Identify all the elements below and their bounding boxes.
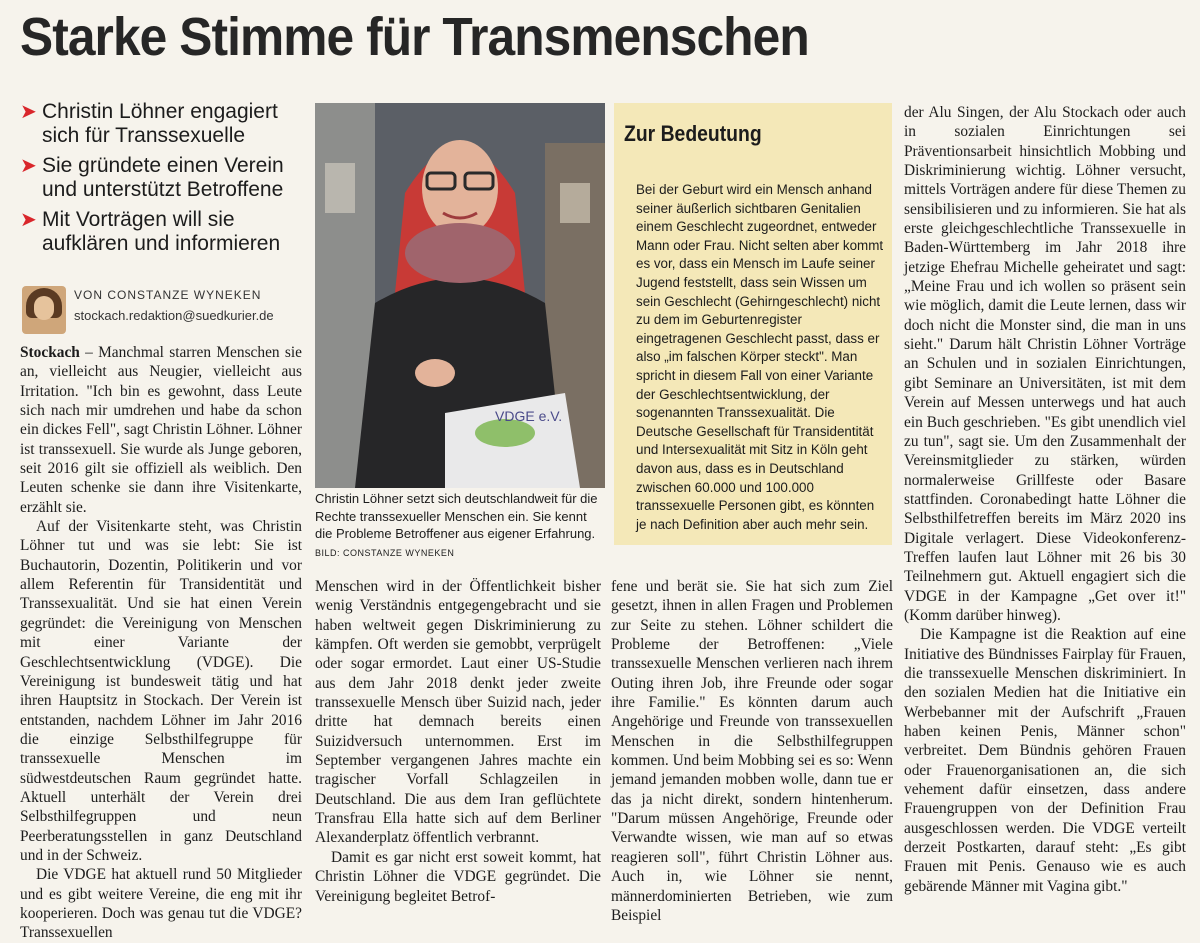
lead-text: – Manchmal starren Menschen sie an, vielleicht aus Neugier, vielleicht aus Irritation. "Ich bin es gewohnt, dass Leute sich nach mir umdrehen und habe da schon ein dickes Fell", sagt Christin Löhner. Löhner ist transsexuell. Sie wurde als Junge geboren, seit 2016 gilt sie offiziell als weiblich. Den Leuten schenke sie dann ihre Visitenkarte, erzählt sie.: [20, 344, 302, 516]
bullet-item: [20, 100, 310, 148]
bullet-item: [20, 154, 310, 202]
photo-credit: BILD: CONSTANZE WYNEKEN: [315, 547, 455, 558]
paragraph: Die Kampagne ist die Reaktion auf eine Initiative des Bündnisses Fairplay für Frauen, die transsexuelle Menschen diskriminiert. In den sozialen Medien hat die Initiative ein Werbebanner mit der Aufschrift „Frauen haben keinen Penis, Männer schon" verbreitet. Dem Bündnis gehören Frauen oder Frauenorganisationen an, die sich vehement dafür einsetzen, dass andere Frauengruppen von der Definition Frau ausgeschlossen werden. Die VDGE verteilt derzeit Postkarten, darauf steht: „Es gibt Frauen mit Penis. Genauso wie es auch gebärende Männer mit Vagina gibt.": [904, 626, 1186, 895]
bullet-text: Sie gründete einen Verein und unterstützt Betroffene: [42, 154, 284, 201]
article-column-1: [20, 343, 302, 943]
article-column-4: [904, 103, 1186, 896]
portrait-illustration: [315, 103, 605, 488]
lead-paragraph: [20, 343, 302, 517]
photo-caption: [315, 490, 603, 562]
dateline: Stockach: [20, 344, 80, 361]
article-column-3: [611, 577, 893, 925]
caption-text: Christin Löhner setzt sich deutschlandweit für die Rechte transsexueller Menschen ein. Sie kennt die Probleme Betroffener aus eigener Erfahrung.: [315, 491, 598, 541]
paragraph: fene und berät sie. Sie hat sich zum Ziel gesetzt, ihnen in allen Fragen und Problemen zur Seite zu stehen. Löhner schildert die Probleme der Betroffenen: „Viele transsexuelle Menschen verlieren nach ihrem Outing ihren Job, ihre Freunde oder sogar ihre Familie." Es könnten darum auch Angehörige und Freunde von transsexuellen Menschen in die Selbsthilfegruppen kommen. Und beim Mobbing sei es so: Wenn jemand jemanden mobben wolle, dann tue er das ja nicht direkt, sondern hintenherum. "Darum müssen Angehörige, Freunde oder Verwandte wissen, wie man auf so etwas reagieren soll", führt Christin Löhner aus. Auch in, wie Löhner sie nennt, männerdominierten Betrieben, wie zum Beispiel: [611, 578, 893, 924]
paragraph: Auf der Visitenkarte steht, was Christin Löhner tut und was sie lebt: Sie ist Buchautorin, Dozentin, Politikerin und vor allem Referentin für Transidentität und Transsexualität. Und sie hat einen Verein gegründet: die Vereinigung von Menschen mit einer Variante der Geschlechtsentwicklung (VDGE). Die Vereinigung ist bundesweit tätig und hat ihren Hauptsitz in Stockach. Der Verein ist entstanden, nachdem Löhner im Jahr 2016 die einzige Selbsthilfegruppe für transsexuelle Menschen im südwestdeutschen Raum gegründet hatte. Aktuell unterhält der Verein drei Selbsthilfegruppen und neun Peerberatungsstellen in ganz Deutschland und in der Schweiz.: [20, 518, 302, 864]
arrow-icon: ➤: [20, 155, 37, 177]
paragraph: Damit es gar nicht erst soweit kommt, hat Christin Löhner die VDGE gegründet. Die Vereinigung begleitet Betrof-: [315, 848, 601, 905]
bag-label: VDGE e.V.: [495, 408, 563, 424]
paragraph: Menschen wird in der Öffentlichkeit bisher wenig Verständnis entgegengebracht und sie haben weltweit gegen Diskriminierung zu kämpfen. Oft werden sie gemobbt, verprügelt oder sogar ermordet. Laut einer US-Studie aus dem Jahr 2018 denkt jeder zweite transsexuelle Mensch über Suizid nach, jeder dritte hat demnach bereits einen Suizidversuch unternommen. Erst im September vergangenen Jahres machte ein tragischer Vorfall Schlagzeilen in Deutschland. Die aus dem Iran geflüchtete Transfrau Ella hatte sich auf dem Berliner Alexanderplatz öffentlich verbrannt.: [315, 578, 601, 847]
bullet-item: [20, 208, 310, 256]
info-box-title: Zur Bedeutung: [624, 121, 762, 146]
headline: Starke Stimme für Transmenschen: [20, 7, 809, 67]
article-column-2: [315, 577, 601, 906]
author-email[interactable]: stockach.redaktion@suedkurier.de: [74, 308, 274, 323]
info-box: [614, 103, 892, 545]
info-box-text: Bei der Geburt wird ein Mensch anhand seiner äußerlich sichtbaren Genitalien einem Geschlecht zugeordnet, entweder Mann oder Frau. Nicht selten aber kommt es vor, dass ein Mensch im Laufe seiner Jugend feststellt, dass sein Wissen um sein Geschlecht (Gehirngeschlecht) nicht zu dem im Geburtenregister eingetragenen Geschlecht passt, dass er also „im falschen Körper steckt". Man spricht in diesem Fall von einer Variante der Geschlechtsentwicklung, der sogenannten Transsexualität. Die Deutsche Gesellschaft für Transidentität und Intersexualität mit Sitz in Köln geht davon aus, dass es in Deutschland zwischen 60.000 und 100.000 transsexuelle Personen gibt, es könnten je nach Definition aber auch mehr sein.: [636, 182, 884, 532]
bullet-text: Mit Vorträgen will sie aufklären und informieren: [42, 208, 281, 255]
arrow-icon: ➤: [20, 101, 37, 123]
paragraph: der Alu Singen, der Alu Stockach oder auch in sozialen Einrichtungen sei Präventionsarbeit hinsichtlich Mobbing und Diskriminierung wichtig. Löhner versucht, mittels Vorträgen andere für diese Themen zu sensibilisieren und zu informieren. Sie hat als erste gleichgeschlechtliche Transsexuelle in Baden-Württemberg im Jahr 2018 ihre jetzige Ehefrau Michelle geheiratet und sagt: „Meine Frau und ich wollen so präsent sein wie möglich, damit die Leute lernen, dass wir doch nicht die Monster sind, die man in uns sieht." Darum hält Christin Löhner Vorträge an Schulen und in sozialen Einrichtungen, gibt Seminare an Universitäten, ist mit dem Verein auf Messen unterwegs und hat auch ein Buch geschrieben. "Es gibt unendlich viel zu tun", sagt sie. Um den Zusammenhalt der Vereinsmitglieder zu stärken, würden normalerweise Grillfeste oder Basare stattfinden. Coronabedingt hatte Löhner die Selbsthilfetreffen bereits im März 2020 ins Digitale verlagert. Diese Videokonferenz-Treffen laufen laut Löhner mit 26 bis 30 Teilnehmern gut. Aktuell engagiert sich die VDGE in der Kampagne „Get over it!" (Komm darüber hinweg).: [904, 104, 1186, 624]
arrow-icon: ➤: [20, 209, 37, 231]
author-name: VON CONSTANZE WYNEKEN: [74, 288, 262, 302]
bullet-text: Christin Löhner engagiert sich für Transsexuelle: [42, 100, 278, 147]
portrait-photo: [315, 103, 605, 488]
byline: [22, 286, 292, 336]
author-avatar: [22, 286, 66, 334]
paragraph: Die VDGE hat aktuell rund 50 Mitglieder und es gibt weitere Vereine, die eng mit ihr kooperieren. Doch was genau tut die VDGE? Transsexuellen: [20, 866, 302, 942]
bullet-list: [20, 100, 310, 262]
